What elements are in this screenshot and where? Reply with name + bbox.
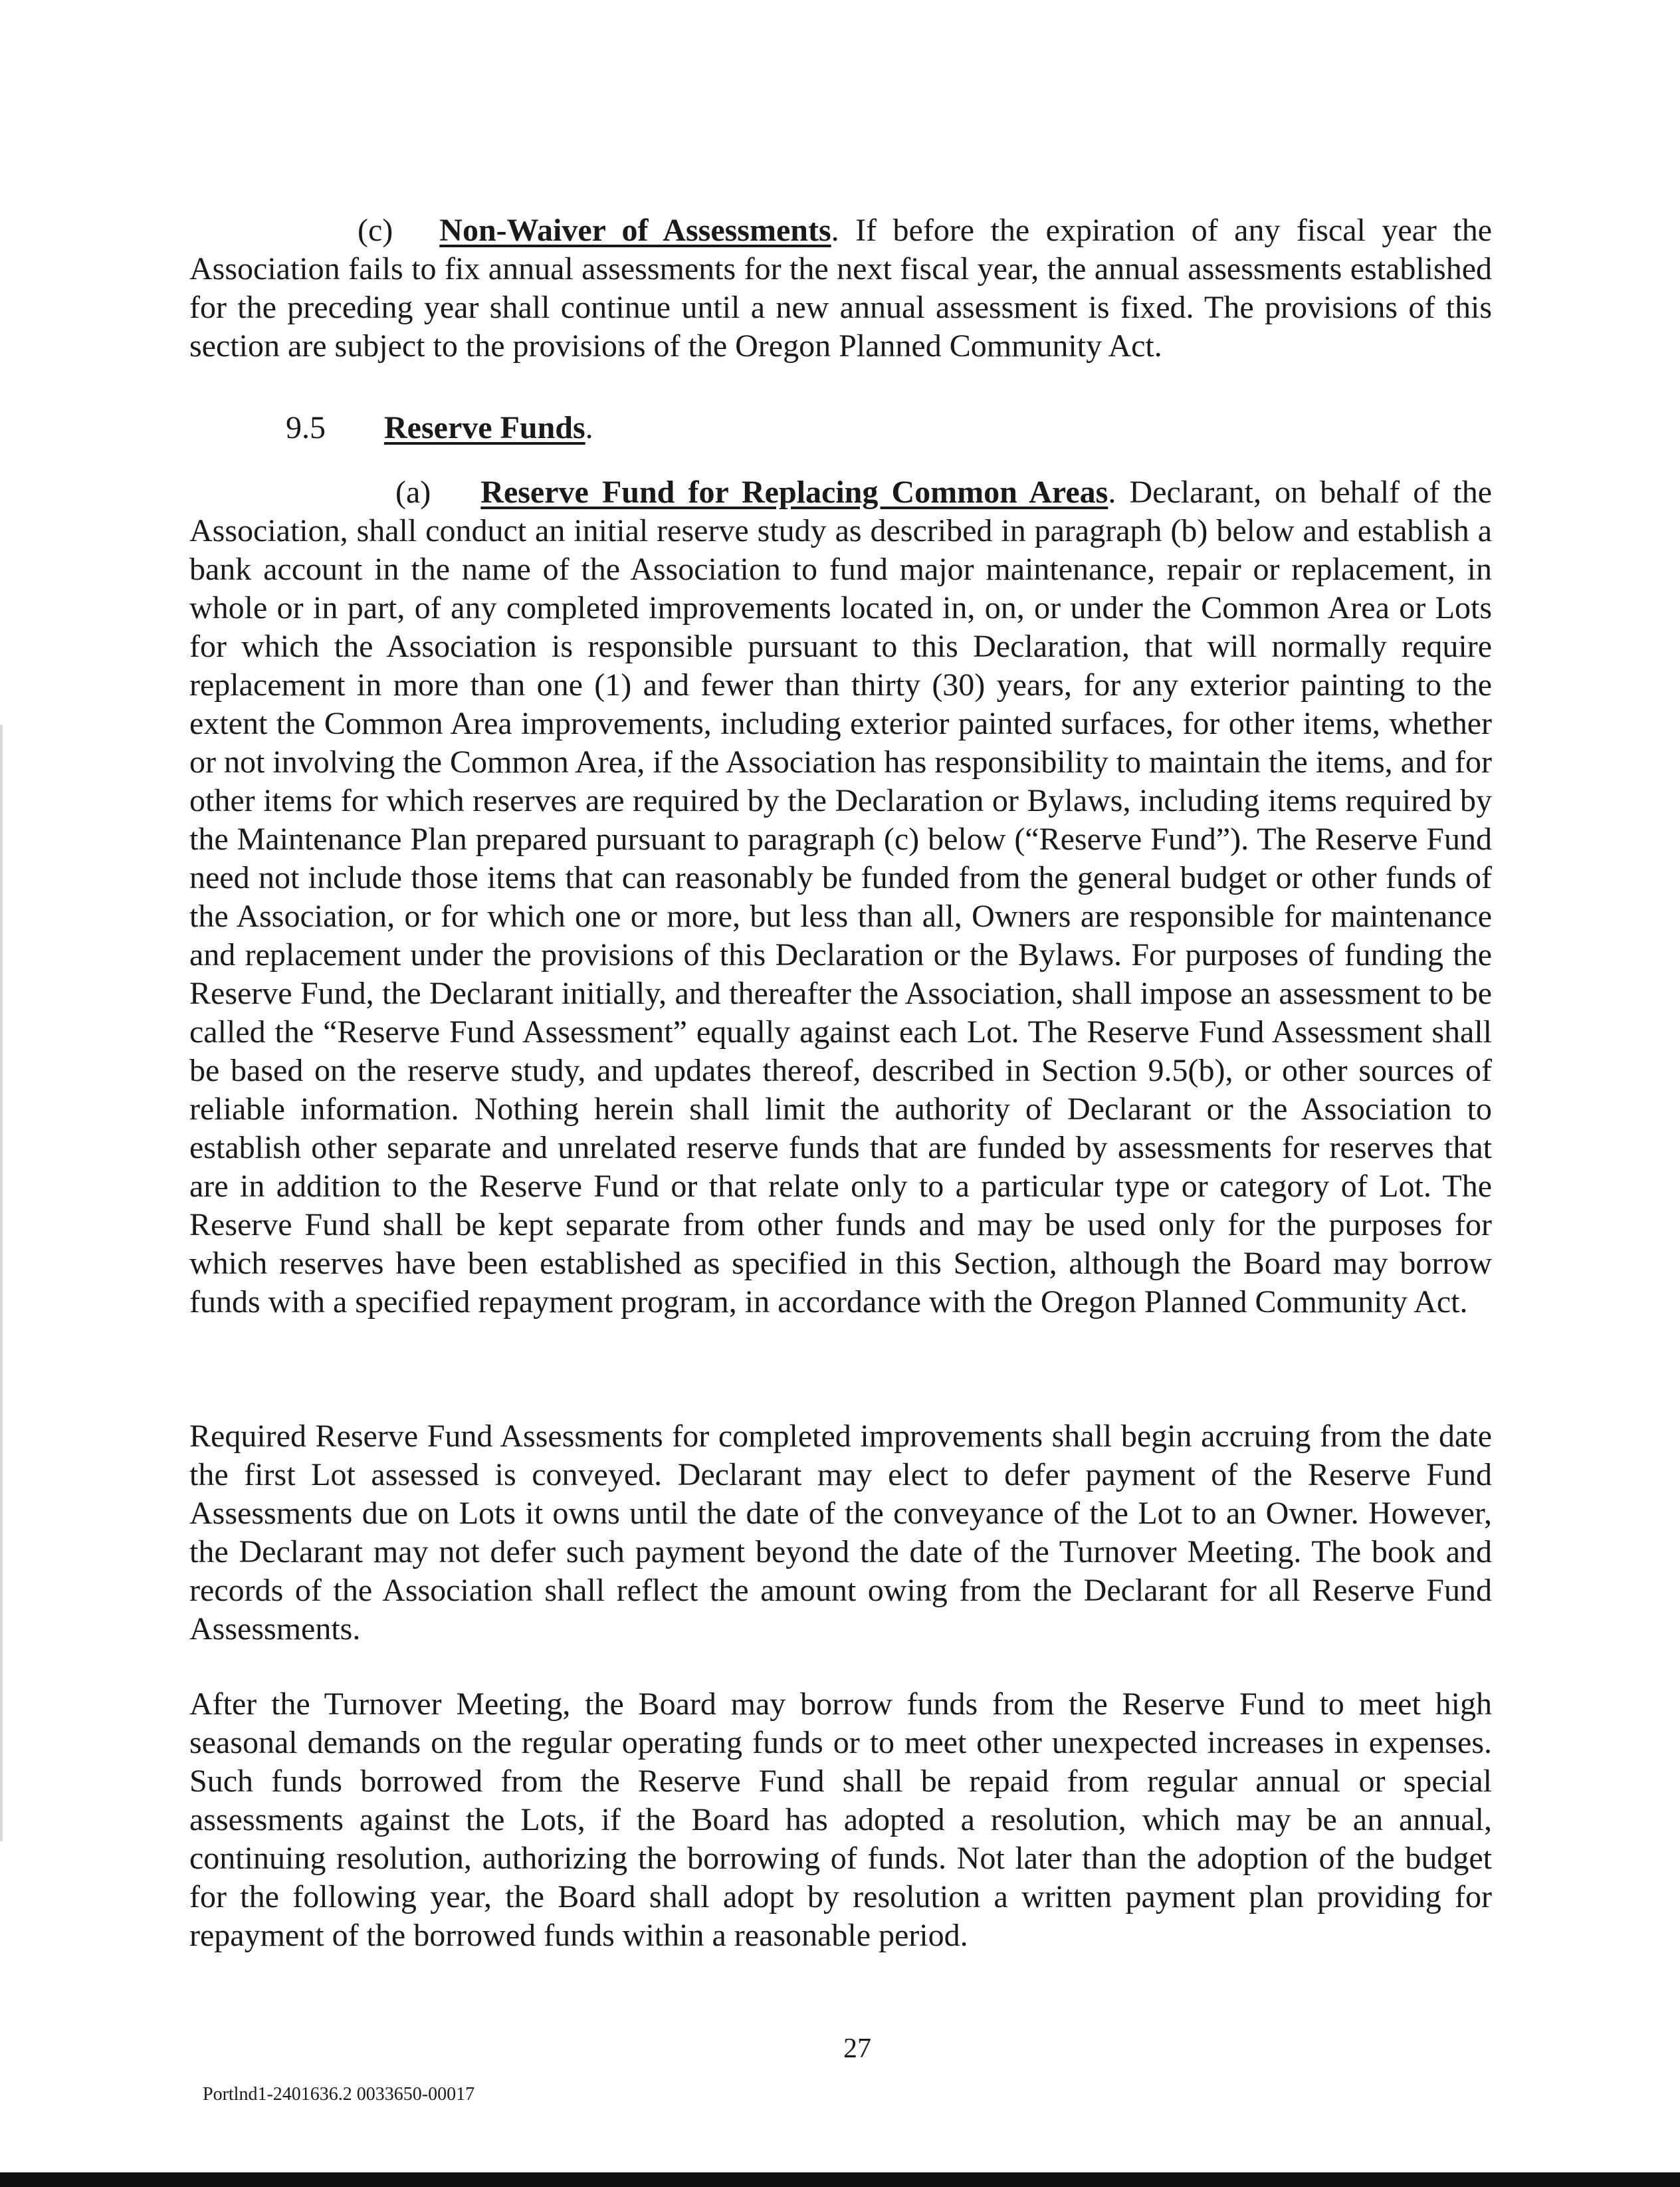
section-heading-reserve-funds: [189, 409, 1492, 447]
nonwaiver-label: (c): [358, 213, 393, 248]
reserve-funds-heading: Reserve Funds: [384, 410, 585, 445]
footer-document-id: Portlnd1-2401636.2 0033650-00017: [203, 2084, 475, 2105]
nonwaiver-heading-punct: .: [831, 213, 839, 248]
nonwaiver-heading: Non-Waiver of Assessments: [439, 213, 831, 248]
reserve-a-heading-punct: .: [1108, 475, 1116, 510]
reserve-funds-heading-punct: .: [585, 410, 593, 445]
paragraph-after-turnover: [189, 1685, 1492, 1955]
required-assessments-text: Required Reserve Fund Assessments for completed improvements shall begin accruing from the date the first Lot assessed is conveyed. Declarant may elect to defer payment of the Reserve Fund Assessments due on Lots it owns until the date of the conveyance of the Lot to an Owner. However, the Declarant may not defer such payment beyond the date of the Turnover Meeting. The book and records of the Association shall reflect the amount owing from the Declarant for all Reserve Fund Assessments.: [189, 1419, 1492, 1647]
reserve-a-text: Declarant, on behalf of the Association, shall conduct an initial reserve study as described in paragraph (b) below and establish a bank account in the name of the Association to fund major maintenance, repair or replacement, in whole or in part, of any completed improvements located in, on, or under the Common Area or Lots for which the Association is responsible pursuant to this Declaration, that will normally require replacement in more than one (1) and fewer than thirty (30) years, for any exterior painting to the extent the Common Area improvements, including exterior painted surfaces, for other items, whether or not involving the Common Area, if the Association has responsibility to maintain the items, and for other items for which reserves are required by the Declaration or Bylaws, including items required by the Maintenance Plan prepared pursuant to paragraph (c) below (“Reserve Fund”). The Reserve Fund need not include those items that can reasonably be funded from the general budget or other funds of the Association, or for which one or more, but less than all, Owners are responsible for maintenance and replacement under the provisions of this Declaration or the Bylaws. For purposes of funding the Reserve Fund, the Declarant initially, and thereafter the Association, shall impose an assessment to be called the “Reserve Fund Assessment” equally against each Lot. The Reserve Fund Assessment shall be based on the reserve study, and updates thereof, described in Section 9.5(b), or other sources of reliable information. Nothing herein shall limit the authority of Declarant or the Association to establish other separate and unrelated reserve funds that are funded by assessments for reserves that are in addition to the Reserve Fund or that relate only to a particular type or category of Lot. The Reserve Fund shall be kept separate from other funds and may be used only for the purposes for which reserves have been established as specified in this Section, although the Board may borrow funds with a specified repayment program, in accordance with the Oregon Planned Community Act.: [189, 475, 1493, 1320]
scan-edge-bottom: [0, 2172, 1680, 2187]
paragraph-nonwaiver: [189, 211, 1492, 366]
paragraph-reserve-fund-a: [189, 473, 1492, 1322]
reserve-a-label: (a): [395, 475, 431, 510]
scan-edge-left: [0, 725, 3, 1841]
paragraph-required-assessments: [189, 1417, 1492, 1649]
nonwaiver-text: If before the expiration of any fiscal year the Association fails to fix annual assessments for the next fiscal year, the annual assessments established for the preceding year shall continue until a new annual assessment is fixed. The provisions of this section are subject to the provisions of the Oregon Planned Community Act.: [189, 213, 1493, 364]
page-number: 27: [843, 2033, 871, 2064]
after-turnover-text: After the Turnover Meeting, the Board may borrow funds from the Reserve Fund to meet high seasonal demands on the regular operating funds or to meet other unexpected increases in expenses. Such funds borrowed from the Reserve Fund shall be repaid from regular annual or special assessments against the Lots, if the Board has adopted a resolution, which may be an annual, continuing resolution, authorizing the borrowing of funds. Not later than the adoption of the budget for the following year, the Board shall adopt by resolution a written payment plan providing for repayment of the borrowed funds within a reasonable period.: [189, 1686, 1492, 1953]
section-number: 9.5: [286, 410, 326, 445]
reserve-a-heading: Reserve Fund for Replacing Common Areas: [480, 475, 1108, 510]
